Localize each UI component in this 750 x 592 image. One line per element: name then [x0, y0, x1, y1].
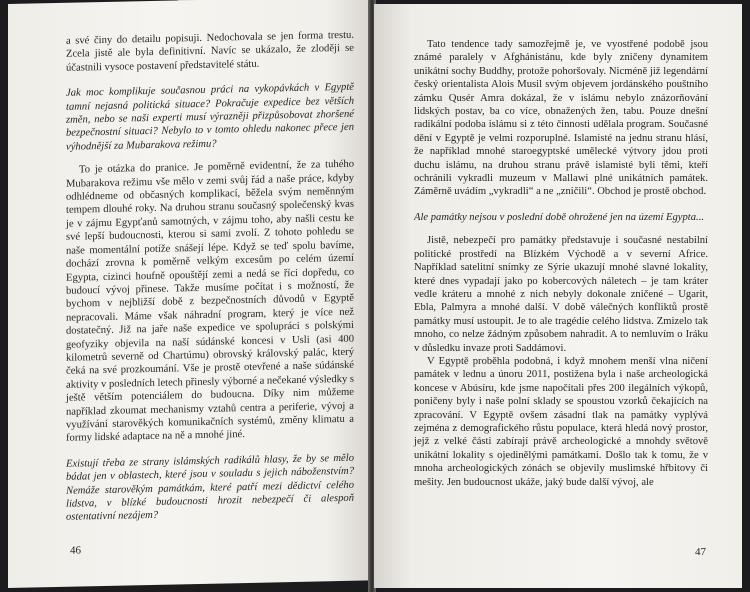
interview-question: Jak moc komplikuje současnou práci na vykopávkách v Egyptě tamní nejasná politická situace? Pokračuje expedice bez větších změn, nebo se naši experti musí výrazněji přizpůsobovat zhoršené bezpečnostní situaci? Nebylo to v tomto ohledu nakonec přece jen výhodnější za Mubarakova režimu? — [66, 81, 354, 153]
paragraph: a své činy do detailu popisuji. Nedochovala se jen forma trestu. Zcela jistě ale byla definitivní. Navíc se ukázalo, že zloději se účastnili vysoce postavení představitelé státu. — [66, 29, 354, 74]
paragraph: Jistě, nebezpečí pro památky představuje i současné nestabilní politické prostředí na Blízkém Východě a v severní Africe. Například satelitní snímky ze Sýrie ukazují mnohé slavné lokality, které dnes vypadají jako po kobercových náletech – je tam kráter vedle kráteru a mnohé z nich nebyly dokonale zničené – Ugarit, Ebla, Palmyra a mnohé další. V době válečných konfliktů prostě památky musí ustoupit. Je to ale tragédie celého lidstva. Zmizelo tak mnoho, co nelze žádným způsobem nahradit. A to nemluvím o Iráku v důsledku invaze proti Saddámovi. — [414, 235, 708, 354]
paragraph: Tato tendence tady samozřejmě je, ve vyostřené podobě jsou známé paralely v Afghánistánu, kde byly zničeny dynamitem unikátní sochy Buddhy, protože pohoršovaly. Nicméně již legendární český orientalista Alois Musil svým objevem jordánského pouštního zámku Qusér Amra dokázal, že v islámu nebylo znázorňování lidských postav, ba co více, obnažených žen, tabu. Pouze dnešní radikální podoba islámu si z této činnosti udělala program. Současné dění v Egyptě je velmi rozporuplné. Islamisté na jednu stranu hlásí, že například mnohé staroegyptské umělecké výtvory jdou proti duchu islámu, na druhou stranu právě islamisté byli těmi, kteří ochránili vykradli muzeum v Mallawi plné unikátních památek. Záměrně uvádím „vykradli“ a ne „zničili“. Obchod je prostě obchod. — [414, 39, 708, 198]
right-page — [374, 4, 742, 588]
page-number: 46 — [70, 544, 81, 557]
interview-question: Existují třeba ze strany islámských radikálů hlasy, že by se mělo bádat jen v oblastech, které jsou v souladu s jejich náboženstvím? Nemáže starověkým památkám, které patří mezi dědictví celého lidstva, v blízké budoucnosti hrozit nebezpečí či alespoň ostentativní nezájem? — [66, 452, 354, 524]
paragraph: To je otázka do pranice. Je poměrně evidentní, že za tuhého Mubarakova režimu vše mělo v zemi svůj řád a naše práce, kdyby odhlédneme od občasných komplikací, běžela svým neměnným tempem dlouhé roky. Na druhou stranu současný společenský kvas je v zájmu Egypťanů samotných, v zájmu toho, aby našli cestu ke své lepší budoucnosti, kterou si sami zvolí. Z tohoto pohledu se naše momentální potíže snášejí lépe. Když se teď spolu bavíme, dochází zrovna k poměrně velkým excesům po celém území Egypta, cizinci houfně opouštějí zemi a nedá se říci dopředu, co budoucí vývoj přinese. Takže musíme počítat i s možností, že bychom v nejbližší době z bezpečnostních důvodů v Egyptě nepracovali. Máme však náhradní program, který je více než dostatečný. Již na jaře naše expedice ve spolupráci s polskými geofyziky objevila na naší súdánské koncesi v Usli (asi 400 kilometrů severně od Chartúmu) obrovský královský palác, který čeká na své prozkoumání. Vše je prostě otevřené a naše súdánské aktivity v posledních letech přinesly výborné a nečekané výsledky s ještě větším potenciálem do budoucna. Díky nim můžeme například zkoumat mechanismy vztahů centra a periferie, vývoj a využívání starověkých komunikačních systémů, změny klimatu a formy lidské adaptace na ně a mnohé jiné. — [66, 159, 355, 445]
interview-question: Ale památky nejsou v poslední době ohrožené jen na území Egypta... — [414, 211, 704, 223]
page-number: 47 — [695, 546, 706, 558]
left-page — [8, 0, 370, 588]
paragraph: V Egyptě proběhla podobná, i když mnohem menší vlna ničení památek v lednu a únoru 2011, postižena byla i naše archeologická koncese v Abúsíru, kde jsme napočítali přes 200 ilegálních výkopů, poničeny byly i naše polní sklady se spoustou vzorků čekajících na zpracování. V Egyptě ovšem zásadní tlak na památky vyplývá zejména z demografického růstu populace, která hledá nový prostor, jejž z velké části zabírají právě archeologické a mnohdy světově unikátní lokality s ojedinělými památkami. Došlo tak k tomu, že v mnoha archeologických zónách se objevily muslimské hřbitovy či mešity. Jen budoucnost ukáže, jaký bude další vývoj, ale — [414, 355, 708, 488]
